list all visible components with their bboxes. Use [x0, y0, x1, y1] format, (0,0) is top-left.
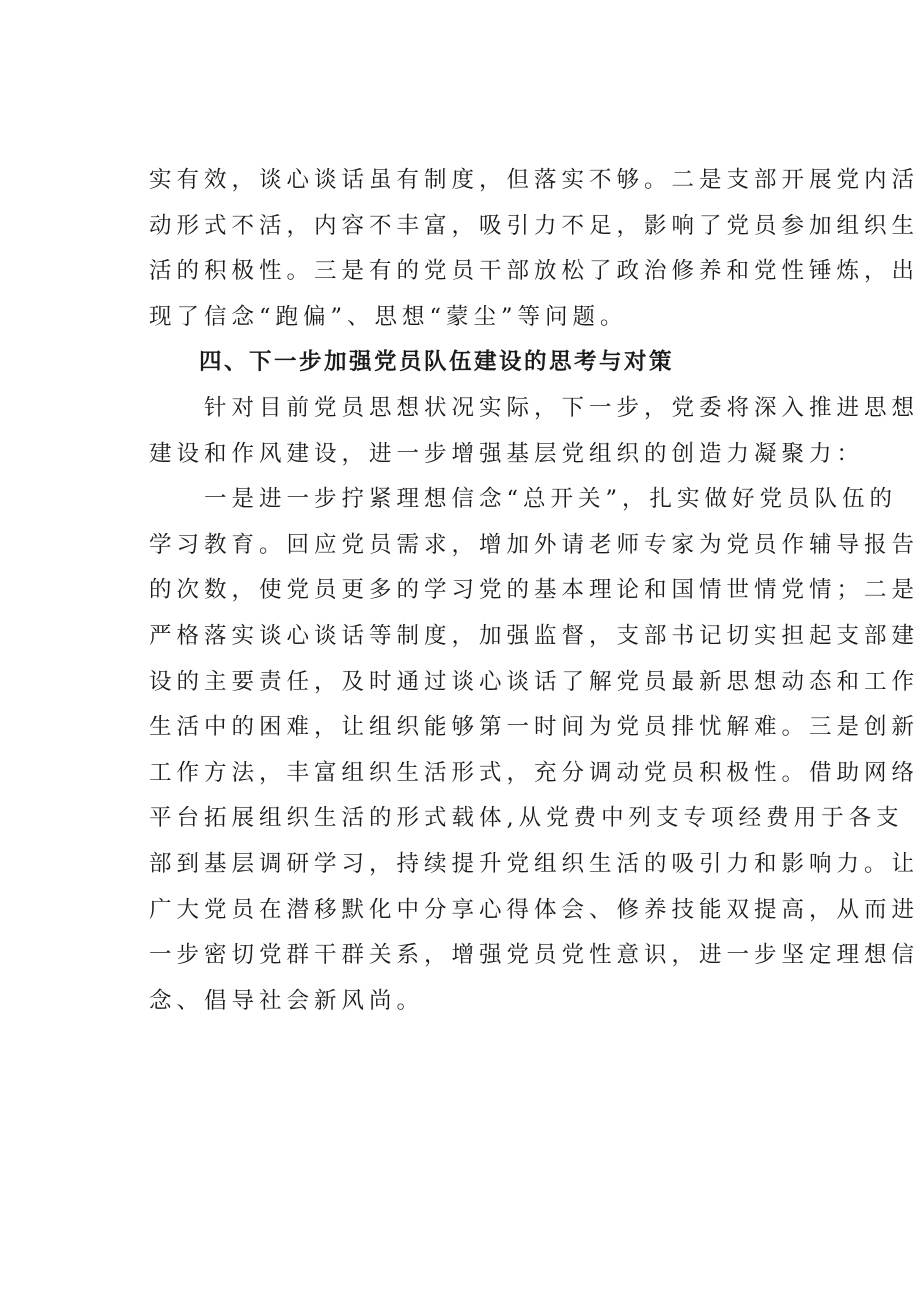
body-text: [149, 158, 920, 1024]
text-line: 部到基层调研学习，持续提升党组织生活的吸引力和影响力。让: [149, 850, 920, 877]
text-line: 严格落实谈心谈话等制度，加强监督，支部书记切实担起支部建: [149, 622, 920, 649]
text-line: 一是进一步拧紧理想信念“总开关”，扎实做好党员队伍的: [149, 486, 898, 513]
section-heading: 四、下一步加强党员队伍建设的思考与对策: [149, 349, 675, 376]
text-line: 一步密切党群干群关系，增强党员党性意识，进一步坚定理想信: [149, 942, 920, 969]
text-line: 平台拓展组织生活的形式载体,从党费中列支专项经费用于各支: [149, 805, 904, 832]
text-line: 生活中的困难，让组织能够第一时间为党员排忧解难。三是创新: [149, 714, 920, 741]
text-line: 建设和作风建设，进一步增强基层党组织的创造力凝聚力：: [149, 440, 865, 467]
text-line: 的次数，使党员更多的学习党的基本理论和国情世情党情；二是: [149, 577, 920, 604]
text-line: 实有效，谈心谈话虽有制度，但落实不够。二是支部开展党内活: [149, 167, 920, 193]
text-line: 念、倡导社会新风尚。: [149, 987, 425, 1014]
text-line: 现了信念“跑偏”、思想“蒙尘”等问题。: [149, 303, 628, 330]
text-line: 活的积极性。三是有的党员干部放松了政治修养和党性锤炼，出: [149, 258, 920, 285]
text-line: 学习教育。回应党员需求，增加外请老师专家为党员作辅导报告: [149, 531, 920, 558]
text-line: 工作方法，丰富组织生活形式，充分调动党员积极性。借助网络: [149, 759, 920, 786]
text-line: 针对目前党员思想状况实际，下一步，党委将深入推进思想: [149, 394, 920, 421]
text-line: 设的主要责任，及时通过谈心谈话了解党员最新思想动态和工作: [149, 668, 920, 695]
text-line: 动形式不活，内容不丰富，吸引力不足，影响了党员参加组织生: [149, 212, 920, 239]
text-line: 广大党员在潜移默化中分享心得体会、修养技能双提高，从而进: [149, 896, 920, 923]
